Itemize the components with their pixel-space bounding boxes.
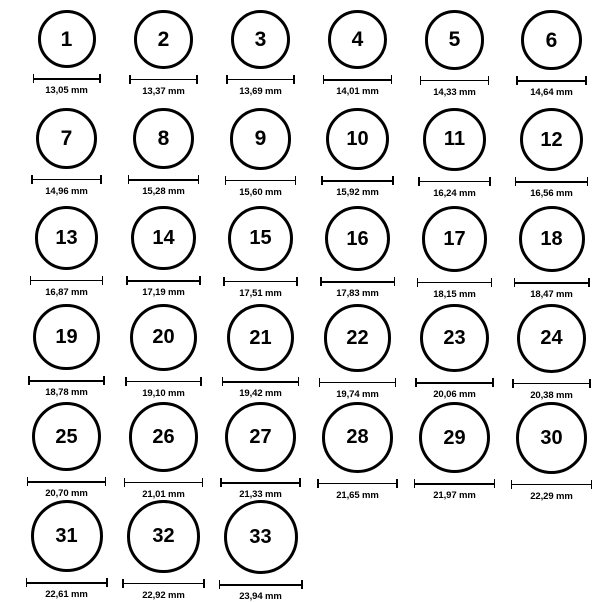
ring-circle bbox=[225, 402, 295, 472]
ring-size-cell bbox=[115, 206, 212, 298]
measurement-tick-right bbox=[391, 75, 393, 84]
ring-size-number: 20 bbox=[152, 326, 175, 349]
measurement-tick-right bbox=[106, 578, 108, 587]
ring-circle bbox=[326, 108, 388, 170]
ring-size-number: 5 bbox=[448, 28, 461, 52]
ring-circle bbox=[521, 10, 581, 70]
measurement-tick-left bbox=[124, 478, 126, 487]
measurement-tick-right bbox=[489, 177, 491, 186]
measurement-bar bbox=[122, 579, 205, 588]
measurement-tick-left bbox=[223, 277, 225, 286]
diameter-label: 16,56 mm bbox=[530, 188, 573, 200]
ring-size-cell bbox=[309, 304, 406, 400]
diameter-label: 14,01 mm bbox=[336, 86, 379, 98]
ring-size-number: 8 bbox=[157, 127, 170, 151]
ring-size-cell bbox=[18, 108, 115, 197]
ring-size-cell bbox=[18, 402, 115, 499]
measurement-line bbox=[323, 79, 392, 81]
measurement-bar bbox=[417, 278, 493, 287]
measurement-bar bbox=[220, 478, 300, 487]
measurement-tick-left bbox=[414, 479, 416, 488]
measurement-tick-left bbox=[323, 75, 325, 84]
ring-size-cell bbox=[503, 10, 600, 98]
ring-size-number: 22 bbox=[346, 326, 369, 349]
diameter-label: 17,19 mm bbox=[142, 287, 185, 299]
measurement-line bbox=[515, 181, 588, 183]
measurement-tick-right bbox=[492, 378, 494, 387]
measurement-tick-left bbox=[511, 480, 513, 489]
measurement-line bbox=[511, 484, 593, 486]
ring-size-number: 7 bbox=[60, 126, 73, 150]
ring-size-cell bbox=[503, 206, 600, 300]
diameter-label: 15,92 mm bbox=[336, 187, 379, 199]
measurement-line bbox=[30, 280, 104, 282]
measurement-line bbox=[226, 79, 295, 81]
measurement-bar bbox=[226, 75, 295, 84]
ring-circle bbox=[227, 304, 294, 371]
ring-size-number: 21 bbox=[249, 326, 272, 349]
measurement-tick-left bbox=[516, 76, 518, 85]
measurement-bar bbox=[321, 176, 393, 185]
diameter-label: 13,05 mm bbox=[45, 85, 88, 96]
diameter-label: 21,65 mm bbox=[336, 489, 379, 501]
ring-size-cell bbox=[406, 108, 503, 199]
ring-circle bbox=[228, 206, 293, 271]
measurement-line bbox=[512, 383, 591, 385]
ring-circle bbox=[31, 500, 103, 572]
ring-circle bbox=[519, 206, 585, 272]
measurement-bar bbox=[319, 378, 397, 387]
diameter-label: 13,69 mm bbox=[239, 85, 282, 97]
ring-circle bbox=[517, 304, 586, 373]
measurement-line bbox=[420, 80, 490, 82]
diameter-label: 21,01 mm bbox=[142, 488, 185, 500]
measurement-tick-right bbox=[103, 376, 105, 385]
ring-size-number: 19 bbox=[55, 326, 78, 349]
measurement-bar bbox=[511, 480, 593, 489]
measurement-line bbox=[222, 381, 299, 383]
ring-size-number: 30 bbox=[540, 426, 563, 449]
diameter-label: 15,60 mm bbox=[239, 186, 282, 198]
measurement-line bbox=[125, 381, 202, 383]
ring-size-cell bbox=[212, 206, 309, 299]
measurement-tick-right bbox=[200, 377, 202, 386]
measurement-tick-left bbox=[26, 578, 28, 587]
ring-size-number: 33 bbox=[249, 526, 272, 548]
measurement-line bbox=[319, 382, 397, 384]
ring-size-number: 4 bbox=[351, 28, 364, 52]
ring-circle bbox=[32, 402, 101, 471]
measurement-tick-left bbox=[31, 175, 33, 184]
measurement-tick-right bbox=[395, 378, 397, 387]
diameter-label: 14,33 mm bbox=[433, 86, 476, 98]
ring-size-cell bbox=[503, 304, 600, 401]
measurement-line bbox=[414, 483, 495, 485]
measurement-tick-left bbox=[219, 580, 221, 589]
measurement-bar bbox=[512, 379, 591, 388]
measurement-tick-right bbox=[488, 76, 490, 85]
measurement-line bbox=[514, 282, 590, 284]
ring-size-cell bbox=[212, 304, 309, 399]
measurement-line bbox=[417, 282, 493, 284]
ring-size-cell bbox=[212, 402, 309, 500]
measurement-tick-right bbox=[588, 278, 590, 287]
ring-size-number: 32 bbox=[152, 525, 175, 548]
ring-size-cell bbox=[18, 304, 115, 398]
measurement-tick-right bbox=[196, 75, 198, 84]
measurement-bar bbox=[124, 478, 204, 487]
measurement-tick-right bbox=[591, 480, 593, 489]
ring-size-cell bbox=[115, 500, 212, 601]
diameter-label: 19,42 mm bbox=[239, 388, 282, 400]
ring-size-cell bbox=[212, 10, 309, 97]
ring-size-cell bbox=[212, 500, 309, 602]
measurement-tick-left bbox=[319, 378, 321, 387]
ring-circle bbox=[325, 206, 390, 271]
measurement-bar bbox=[30, 276, 104, 285]
ring-size-number: 10 bbox=[346, 128, 369, 151]
ring-size-cell bbox=[406, 402, 503, 501]
diameter-label: 18,15 mm bbox=[433, 288, 476, 300]
measurement-bar bbox=[126, 276, 200, 285]
measurement-line bbox=[129, 79, 198, 81]
measurement-line bbox=[317, 483, 398, 485]
ring-size-number: 9 bbox=[254, 127, 267, 151]
measurement-tick-right bbox=[301, 580, 303, 589]
measurement-bar bbox=[26, 578, 108, 587]
diameter-label: 22,61 mm bbox=[45, 589, 88, 600]
ring-size-number: 29 bbox=[443, 426, 466, 449]
measurement-bar bbox=[323, 75, 392, 84]
measurement-bar bbox=[420, 76, 490, 85]
ring-size-cell bbox=[115, 402, 212, 500]
ring-size-cell bbox=[406, 304, 503, 400]
measurement-bar bbox=[317, 479, 398, 488]
ring-size-number: 13 bbox=[55, 226, 78, 249]
measurement-tick-left bbox=[420, 76, 422, 85]
measurement-line bbox=[26, 582, 108, 584]
measurement-bar bbox=[514, 278, 590, 287]
measurement-bar bbox=[418, 177, 491, 186]
diameter-label: 17,51 mm bbox=[239, 287, 282, 299]
measurement-tick-left bbox=[225, 176, 227, 185]
ring-size-cell bbox=[309, 10, 406, 97]
measurement-line bbox=[415, 382, 493, 384]
diameter-label: 17,83 mm bbox=[336, 288, 379, 299]
measurement-tick-left bbox=[418, 177, 420, 186]
ring-size-number: 3 bbox=[254, 27, 267, 51]
measurement-tick-right bbox=[199, 276, 201, 285]
measurement-line bbox=[128, 179, 199, 181]
ring-circle bbox=[328, 10, 387, 69]
measurement-tick-right bbox=[203, 579, 205, 588]
measurement-tick-right bbox=[491, 278, 493, 287]
measurement-tick-left bbox=[317, 479, 319, 488]
ring-size-number: 28 bbox=[346, 426, 369, 449]
ring-size-number: 17 bbox=[443, 227, 466, 250]
measurement-tick-right bbox=[105, 477, 107, 486]
ring-size-cell bbox=[503, 108, 600, 199]
measurement-bar bbox=[125, 377, 202, 386]
ring-circle bbox=[224, 500, 298, 574]
ring-size-number: 2 bbox=[157, 27, 170, 51]
ring-size-number: 16 bbox=[346, 227, 369, 250]
measurement-line bbox=[220, 482, 300, 484]
measurement-bar bbox=[222, 377, 299, 386]
ring-circle bbox=[420, 304, 488, 372]
measurement-tick-right bbox=[396, 479, 398, 488]
ring-circle bbox=[520, 108, 583, 171]
ring-size-number: 1 bbox=[60, 27, 73, 51]
measurement-line bbox=[31, 179, 102, 181]
measurement-line bbox=[418, 181, 491, 183]
measurement-tick-left bbox=[417, 278, 419, 287]
measurement-line bbox=[33, 78, 101, 80]
ring-size-cell bbox=[115, 304, 212, 399]
measurement-bar bbox=[415, 378, 493, 387]
measurement-line bbox=[516, 80, 586, 82]
diameter-label: 14,64 mm bbox=[530, 87, 573, 99]
ring-circle bbox=[133, 108, 194, 169]
measurement-line bbox=[223, 281, 298, 283]
ring-circle bbox=[131, 206, 195, 270]
ring-circle bbox=[324, 304, 392, 372]
ring-circle bbox=[35, 206, 99, 270]
ring-size-cell bbox=[309, 402, 406, 501]
measurement-tick-left bbox=[220, 478, 222, 487]
diameter-label: 13,37 mm bbox=[142, 85, 185, 97]
measurement-line bbox=[321, 180, 393, 182]
ring-size-number: 18 bbox=[540, 228, 563, 250]
diameter-label: 21,33 mm bbox=[239, 489, 282, 501]
measurement-bar bbox=[223, 277, 298, 286]
ring-size-cell bbox=[309, 206, 406, 299]
ring-size-number: 26 bbox=[152, 425, 175, 448]
diameter-label: 19,10 mm bbox=[142, 387, 185, 399]
diameter-label: 14,96 mm bbox=[45, 185, 88, 197]
ring-size-number: 27 bbox=[249, 426, 272, 449]
measurement-bar bbox=[27, 477, 106, 486]
measurement-tick-right bbox=[295, 176, 297, 185]
measurement-tick-left bbox=[27, 477, 29, 486]
measurement-tick-left bbox=[129, 75, 131, 84]
diameter-label: 21,97 mm bbox=[433, 490, 476, 502]
measurement-tick-left bbox=[122, 579, 124, 588]
measurement-tick-right bbox=[293, 75, 295, 84]
ring-size-cell bbox=[309, 108, 406, 198]
ring-size-number: 15 bbox=[249, 227, 272, 250]
measurement-tick-left bbox=[514, 278, 516, 287]
ring-circle bbox=[423, 108, 486, 171]
measurement-tick-left bbox=[415, 378, 417, 387]
ring-circle bbox=[422, 206, 488, 272]
ring-circle bbox=[322, 402, 393, 473]
measurement-line bbox=[27, 481, 106, 483]
ring-circle bbox=[231, 10, 290, 69]
measurement-bar bbox=[28, 376, 104, 385]
measurement-bar bbox=[515, 177, 588, 186]
ring-circle bbox=[38, 10, 96, 68]
diameter-label: 15,28 mm bbox=[142, 186, 185, 198]
ring-circle bbox=[419, 402, 490, 473]
measurement-bar bbox=[516, 76, 586, 85]
measurement-tick-left bbox=[128, 175, 130, 184]
diameter-label: 22,29 mm bbox=[530, 490, 573, 502]
diameter-label: 20,06 mm bbox=[433, 389, 476, 401]
ring-circle bbox=[516, 402, 588, 474]
measurement-tick-left bbox=[512, 379, 514, 388]
ring-circle bbox=[425, 10, 485, 70]
diameter-label: 18,78 mm bbox=[45, 387, 88, 399]
ring-circle bbox=[134, 10, 193, 69]
ring-size-cell bbox=[503, 402, 600, 502]
measurement-tick-right bbox=[202, 478, 204, 487]
ring-size-number: 23 bbox=[443, 327, 466, 350]
measurement-tick-right bbox=[299, 478, 301, 487]
measurement-tick-right bbox=[392, 176, 394, 185]
measurement-tick-right bbox=[99, 74, 101, 83]
diameter-label: 16,87 mm bbox=[45, 286, 88, 298]
ring-size-cell bbox=[406, 206, 503, 300]
ring-size-number: 6 bbox=[545, 28, 558, 52]
measurement-tick-right bbox=[494, 479, 496, 488]
measurement-bar bbox=[320, 277, 395, 286]
measurement-tick-right bbox=[100, 175, 102, 184]
diameter-label: 16,24 mm bbox=[433, 187, 476, 199]
diameter-label: 23,94 mm bbox=[239, 591, 282, 602]
measurement-bar bbox=[33, 74, 101, 83]
measurement-tick-left bbox=[126, 276, 128, 285]
measurement-tick-left bbox=[320, 277, 322, 286]
measurement-bar bbox=[219, 580, 303, 589]
ring-size-cell bbox=[18, 500, 115, 600]
diameter-label: 20,38 mm bbox=[530, 389, 573, 401]
measurement-line bbox=[122, 583, 205, 585]
ring-circle bbox=[129, 402, 199, 472]
diameter-label: 20,70 mm bbox=[45, 488, 88, 500]
ring-size-number: 24 bbox=[540, 327, 563, 350]
diameter-label: 19,74 mm bbox=[336, 388, 379, 400]
measurement-bar bbox=[128, 175, 199, 184]
ring-size-number: 14 bbox=[152, 227, 175, 250]
measurement-tick-left bbox=[515, 177, 517, 186]
ring-size-cell bbox=[18, 10, 115, 96]
measurement-line bbox=[320, 281, 395, 283]
measurement-tick-right bbox=[198, 175, 200, 184]
ring-size-cell bbox=[18, 206, 115, 298]
ring-size-cell bbox=[115, 108, 212, 197]
measurement-line bbox=[219, 584, 303, 586]
diameter-label: 18,47 mm bbox=[530, 289, 573, 300]
measurement-tick-left bbox=[30, 276, 32, 285]
measurement-tick-right bbox=[587, 177, 589, 186]
ring-circle bbox=[127, 500, 200, 573]
measurement-tick-right bbox=[296, 277, 298, 286]
measurement-tick-left bbox=[321, 176, 323, 185]
ring-size-number: 11 bbox=[443, 128, 466, 151]
measurement-tick-left bbox=[33, 74, 35, 83]
ring-size-cell bbox=[212, 108, 309, 198]
measurement-tick-right bbox=[589, 379, 591, 388]
measurement-line bbox=[28, 380, 104, 382]
measurement-bar bbox=[129, 75, 198, 84]
ring-size-number: 31 bbox=[55, 525, 78, 547]
measurement-line bbox=[225, 180, 297, 182]
measurement-line bbox=[124, 482, 204, 484]
measurement-tick-left bbox=[226, 75, 228, 84]
measurement-tick-left bbox=[125, 377, 127, 386]
measurement-tick-left bbox=[28, 376, 30, 385]
measurement-tick-right bbox=[394, 277, 396, 286]
measurement-tick-right bbox=[102, 276, 104, 285]
ring-circle bbox=[36, 108, 97, 169]
measurement-tick-right bbox=[298, 377, 300, 386]
measurement-bar bbox=[31, 175, 102, 184]
measurement-bar bbox=[414, 479, 495, 488]
ring-size-cell bbox=[115, 10, 212, 97]
measurement-tick-left bbox=[222, 377, 224, 386]
ring-size-number: 12 bbox=[540, 128, 563, 151]
ring-circle bbox=[230, 108, 292, 170]
measurement-bar bbox=[225, 176, 297, 185]
diameter-label: 22,92 mm bbox=[142, 589, 185, 601]
measurement-line bbox=[126, 280, 200, 282]
ring-circle bbox=[130, 304, 197, 371]
measurement-tick-right bbox=[585, 76, 587, 85]
ring-size-cell bbox=[406, 10, 503, 98]
ring-size-number: 25 bbox=[55, 425, 78, 448]
ring-circle bbox=[33, 304, 99, 370]
